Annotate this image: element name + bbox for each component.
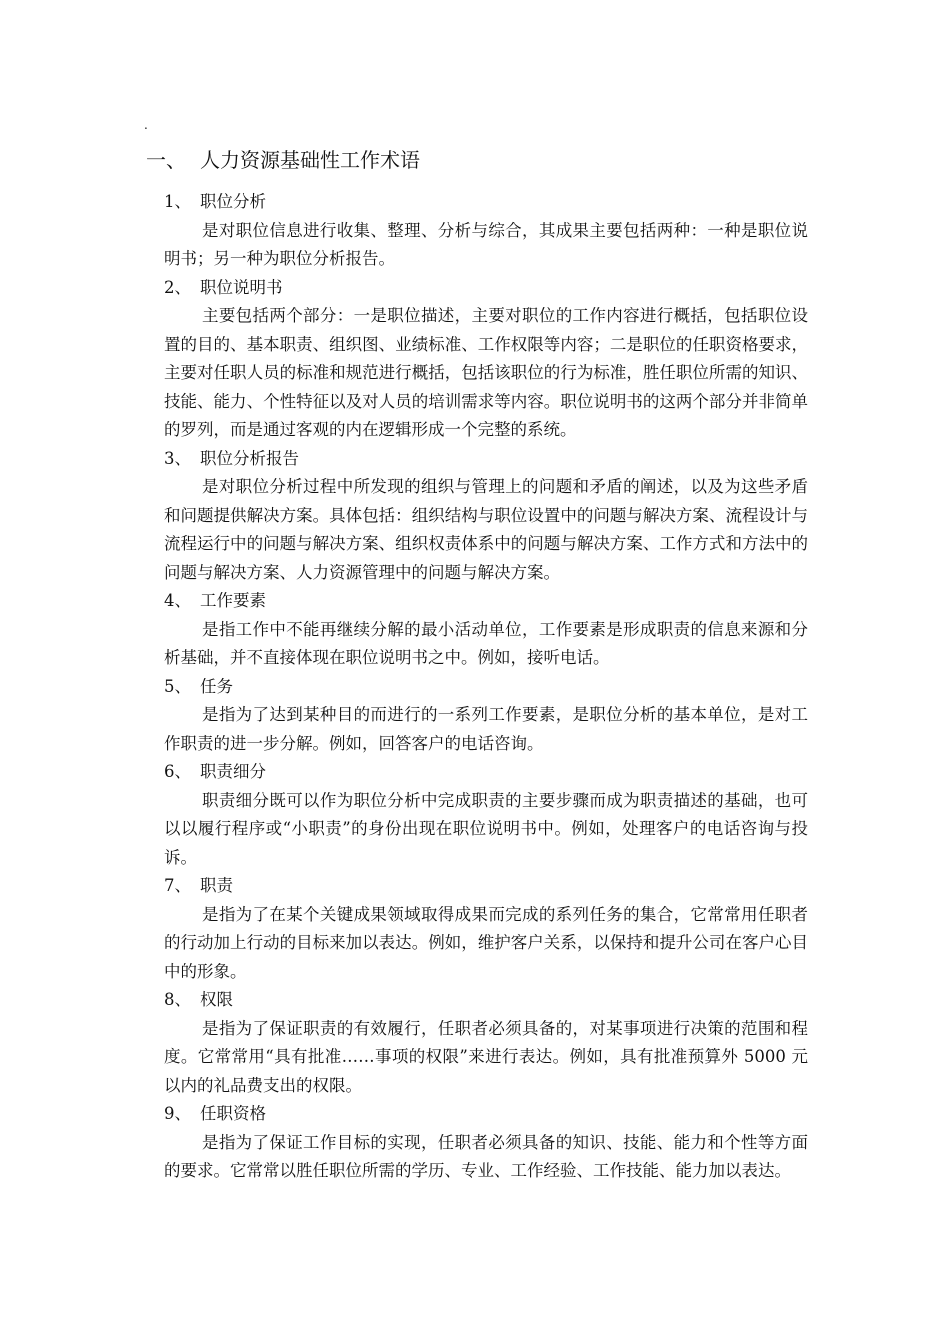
term-definition: 是指为了保证职责的有效履行，任职者必须具备的，对某事项进行决策的范围和程度。它常常用“具有批准……事项的权限”来进行表达。例如，具有批准预算外 5000 元以内的礼品费支出的权限。 [164, 1018, 808, 1095]
term-title: 权限 [200, 990, 233, 1009]
term-title: 任职资格 [200, 1104, 266, 1123]
section-heading [146, 146, 420, 174]
term-number: 3、 [164, 448, 191, 468]
term-number: 2、 [164, 277, 191, 297]
term-title: 职责细分 [200, 762, 266, 781]
term-heading [164, 673, 808, 702]
corner-mark: . [144, 118, 148, 132]
term-list [164, 188, 808, 1186]
term-heading [164, 758, 808, 787]
term-definition: 是指为了在某个关键成果领域取得成果而完成的系列任务的集合，它常常用任职者的行动加上行动的目标来加以表达。例如，维护客户关系，以保持和提升公司在客户心目中的形象。 [164, 904, 808, 981]
term-definition: 主要包括两个部分：一是职位描述，主要对职位的工作内容进行概括，包括职位设置的目的、基本职责、组织图、业绩标准、工作权限等内容；二是职位的任职资格要求，主要对任职人员的标准和规范进行概括，包括该职位的行为标准，胜任职位所需的知识、技能、能力、个性特征以及对人员的培训需求等内容。职位说明书的这两个部分并非简单的罗列，而是通过客观的内在逻辑形成一个完整的系统。 [164, 306, 808, 439]
term-item [164, 986, 808, 1100]
term-item [164, 445, 808, 588]
term-item [164, 1100, 808, 1186]
term-heading [164, 872, 808, 901]
term-title: 职位分析 [200, 192, 266, 211]
section-title: 人力资源基础性工作术语 [200, 148, 420, 172]
term-number: 4、 [164, 591, 191, 610]
term-number: 8、 [164, 990, 191, 1009]
term-definition: 是指为了保证工作目标的实现，任职者必须具备的知识、技能、能力和个性等方面的要求。它常常以胜任职位所需的学历、专业、工作经验、工作技能、能力加以表达。 [164, 1132, 808, 1180]
term-definition: 职责细分既可以作为职位分析中完成职责的主要步骤而成为职责描述的基础，也可以以履行程序或“小职责”的身份出现在职位说明书中。例如，处理客户的电话咨询与投诉。 [164, 790, 808, 867]
term-item [164, 587, 808, 673]
term-number: 7、 [164, 876, 191, 895]
term-definition: 是指工作中不能再继续分解的最小活动单位，工作要素是形成职责的信息来源和分析基础，并不直接体现在职位说明书之中。例如，接听电话。 [164, 619, 808, 667]
term-item [164, 673, 808, 759]
term-heading [164, 1100, 808, 1129]
term-number: 6、 [164, 762, 191, 781]
term-title: 职位说明书 [200, 277, 283, 297]
term-heading [164, 188, 808, 217]
term-item [164, 274, 808, 445]
term-definition: 是对职位信息进行收集、整理、分析与综合，其成果主要包括两种：一种是职位说明书；另一种为职位分析报告。 [164, 220, 808, 268]
term-heading [164, 274, 808, 303]
term-title: 任务 [200, 676, 233, 696]
term-number: 1、 [164, 192, 191, 211]
term-definition: 是对职位分析过程中所发现的组织与管理上的问题和矛盾的阐述，以及为这些矛盾和问题提供解决方案。具体包括：组织结构与职位设置中的问题与解决方案、流程设计与流程运行中的问题与解决方案、组织权责体系中的问题与解决方案、工作方式和方法中的问题与解决方案、人力资源管理中的问题与解决方案。 [164, 477, 808, 582]
term-heading [164, 445, 808, 474]
term-item [164, 872, 808, 986]
term-heading [164, 986, 808, 1015]
term-number: 9、 [164, 1104, 191, 1123]
term-title: 职责 [200, 876, 233, 895]
term-heading [164, 587, 808, 616]
term-number: 5、 [164, 676, 191, 696]
section-number: 一、 [146, 148, 186, 172]
term-title: 工作要素 [200, 591, 266, 610]
term-title: 职位分析报告 [200, 448, 299, 468]
term-item [164, 188, 808, 274]
term-definition: 是指为了达到某种目的而进行的一系列工作要素，是职位分析的基本单位，是对工作职责的进一步分解。例如，回答客户的电话咨询。 [164, 705, 808, 753]
term-item [164, 758, 808, 872]
